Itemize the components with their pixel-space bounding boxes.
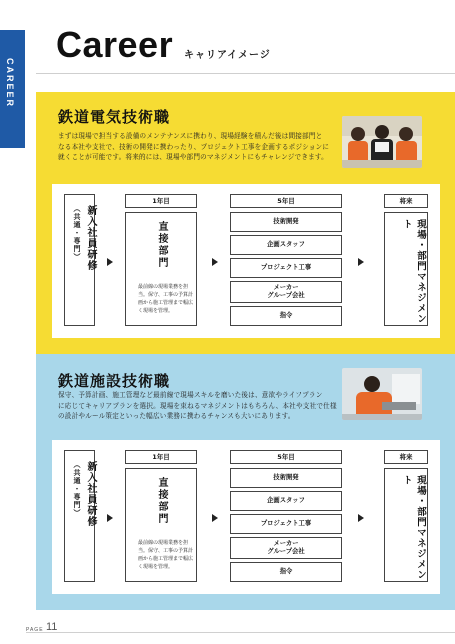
arrow-right-icon [107,514,113,522]
job-option: プロジェクト工事 [230,514,342,534]
section-description [58,131,329,163]
note-line: 画から施工管理まで幅広 [138,300,194,306]
page-label: PAGE [26,627,44,633]
note-line: く現場を管理。 [138,564,174,570]
year5-options [230,212,342,326]
desc-line: に応じてキャリアプランを選択。現場を束ねるマネジメントはもちろん、本社や支社で仕様 [58,401,337,410]
arrow-right-icon [358,514,364,522]
start-label: 新入社員研修 [85,205,96,271]
note-line: 最前線の現場業務を担 [138,540,189,546]
arrow-right-icon [107,258,113,266]
page-subtitle: キャリアイメージ [184,50,271,61]
note-line: く現場を管理。 [138,308,174,314]
note-line: 最前線の現場業務を担 [138,284,189,290]
footer-divider [26,632,455,633]
job-option: 技術開発 [230,468,342,488]
future-box [384,468,428,582]
year1-note [138,283,193,315]
year1-header: 1年目 [125,450,197,464]
job-option: メーカー グループ会社 [230,537,342,559]
start-sub-label: （共通・専門） [73,461,81,517]
new-hire-training-box [64,450,95,582]
new-hire-training-box [64,194,95,326]
desc-line: 就くことが可能です。将来的には、現場や部門のマネジメントにもチャレンジできます。 [58,153,328,161]
note-line: 当。保守、工事の予算計 [138,548,194,554]
note-line: 画から施工管理まで幅広 [138,556,194,562]
section-heading: 鉄道電気技術職 [58,108,171,126]
job-option: 指令 [230,306,342,326]
job-option: 企画スタッフ [230,235,342,255]
career-flow-panel [52,184,440,338]
future-header: 将来 [384,450,428,464]
side-tab [0,30,25,148]
side-tab-label: CAREER [5,58,15,109]
section-heading: 鉄道施設技術職 [58,372,171,390]
year5-header: 5年目 [230,450,342,464]
arrow-right-icon [358,258,364,266]
page-number: 11 [46,621,58,633]
title-divider [36,73,455,74]
job-option: 指令 [230,562,342,582]
staff-photo [342,368,422,420]
year5-options [230,468,342,582]
year1-header: 1年目 [125,194,197,208]
start-label: 新入社員研修 [85,461,96,527]
career-flow-panel [52,440,440,594]
year1-note [138,539,193,571]
year1-title: 直接部門 [156,477,167,525]
year5-header: 5年目 [230,194,342,208]
page-title: Career [56,24,174,65]
note-line: 当。保守、工事の予算計 [138,292,194,298]
future-label: 現場・部門マネジメント [401,219,426,324]
job-option: 技術開発 [230,212,342,232]
job-option: メーカー グループ会社 [230,281,342,303]
desc-line: なる本社や支社で、技術の開発に携わったり、プロジェクト工事を企画するポジションに [58,142,330,151]
desc-line: 保守、予算計画、施工管理など最前線で現場スキルを磨いた後は、意欲やライフプラン [58,391,323,399]
future-box [384,212,428,326]
job-option: プロジェクト工事 [230,258,342,278]
future-header: 将来 [384,194,428,208]
direct-dept-box [125,212,197,326]
direct-dept-box [125,468,197,582]
section-facility [36,354,455,610]
section-description [58,390,337,422]
desc-line: まずは現場で担当する設備のメンテナンスに携わり、現場経験を積んだ後は間接部門と [58,132,323,140]
section-electric [36,92,455,354]
job-option: 企画スタッフ [230,491,342,511]
staff-photo [342,116,422,168]
arrow-right-icon [212,258,218,266]
arrow-right-icon [212,514,218,522]
desc-line: の設計やルール策定といった幅広い業務に携わるチャンスも大いにあります。 [58,412,295,420]
start-sub-label: （共通・専門） [73,205,81,261]
future-label: 現場・部門マネジメント [401,475,426,580]
year1-title: 直接部門 [156,221,167,269]
